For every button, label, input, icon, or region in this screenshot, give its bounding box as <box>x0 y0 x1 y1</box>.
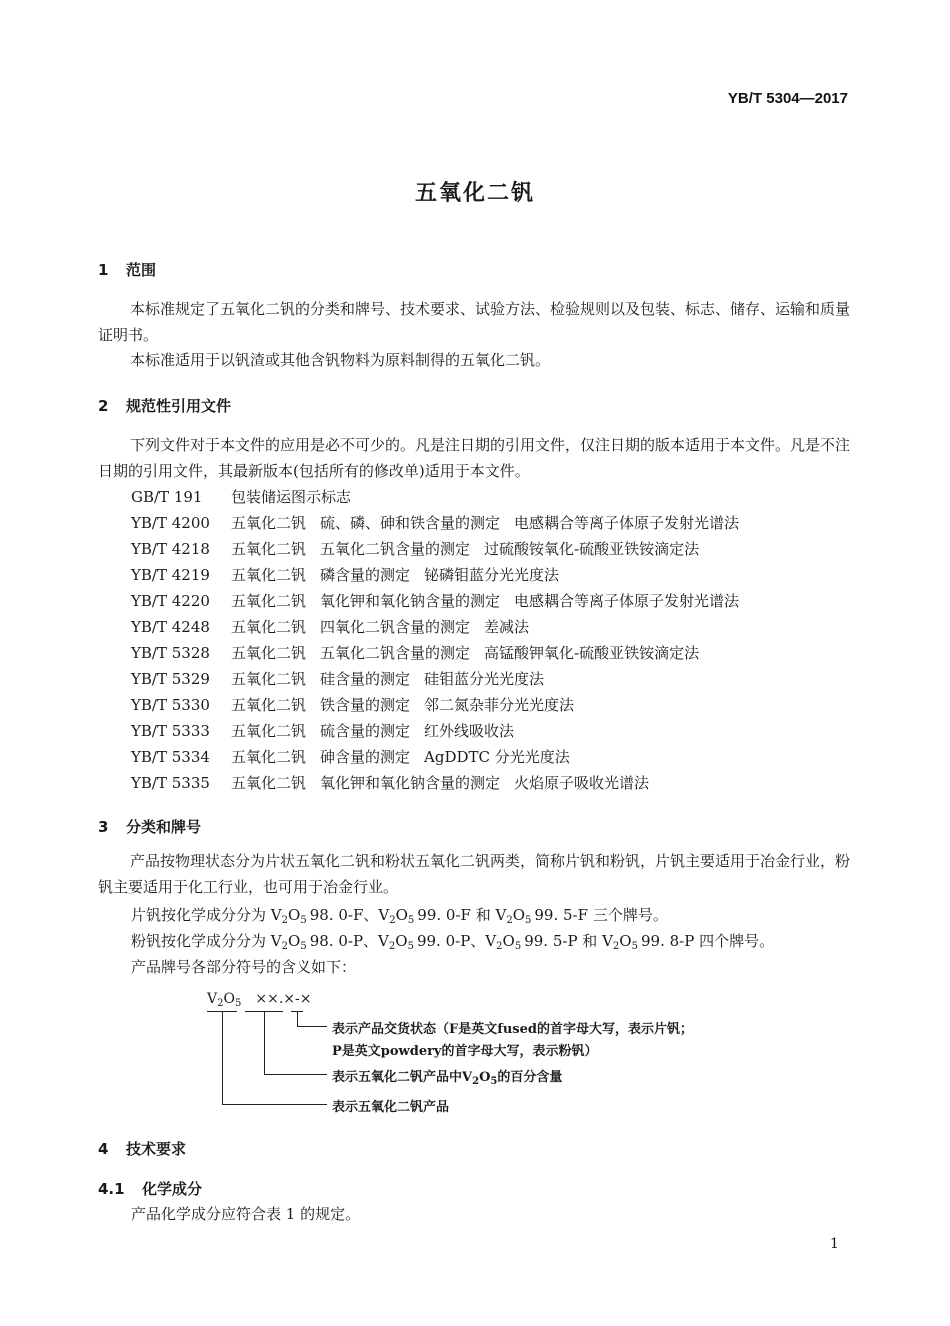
reference-row <box>131 640 739 666</box>
grade-designation: $V_2O_5$ 99. 5-P <box>485 932 578 952</box>
reference-code: GB/T 191 <box>131 488 203 506</box>
reference-part: 砷含量的测定 <box>320 748 411 766</box>
reference-part: 硅含量的测定 <box>320 670 411 688</box>
reference-row <box>131 666 739 692</box>
meaning-intro: 产品牌号各部分符号的含义如下： <box>131 958 357 976</box>
reference-title: 五氧化二钒 <box>231 592 307 610</box>
reference-code: YB/T 5334 <box>131 748 210 766</box>
section-number: 2 <box>98 397 109 415</box>
reference-method: 硅钼蓝分光光度法 <box>424 670 545 688</box>
grade-designation: $V_2O_5$ 98. 0-P <box>270 932 364 952</box>
reference-row <box>131 770 739 796</box>
flake-grade-line: 片钒按化学成分分为 $V_2O_5$ 98. 0-F、$V_2O_5$ 99. 0-F 和 $V_2O_5$ 99. 5-F 三个牌号。 <box>131 906 668 926</box>
leader-content-horizontal <box>264 1074 327 1075</box>
leader-state-horizontal <box>297 1026 327 1027</box>
section-3-heading <box>98 816 201 837</box>
reference-title: 五氧化二钒 <box>231 748 307 766</box>
text-span: 片钒按化学成分分为 <box>131 906 267 924</box>
page-number: 1 <box>830 1236 839 1252</box>
reference-title: 五氧化二钒 <box>231 644 307 662</box>
reference-code: YB/T 5330 <box>131 696 210 714</box>
section-number: 4 <box>98 1140 109 1158</box>
reference-row <box>131 484 739 510</box>
reference-method: 差减法 <box>484 618 530 636</box>
section-3-paragraph-1: 产品按物理状态分为片状五氧化二钒和粉状五氧化二钒两类，简称片钒和粉钒，片钒主要适用于冶金行业，粉钒主要适用于化工行业，也可用于冶金行业。 <box>98 852 851 896</box>
reference-method: 铋磷钼蓝分光光度法 <box>424 566 560 584</box>
reference-method: 过硫酸铵氧化-硫酸亚铁铵滴定法 <box>484 540 700 558</box>
reference-title: 五氧化二钒 <box>231 774 307 792</box>
reference-row <box>131 536 739 562</box>
standard-code: YB/T 5304—2017 <box>727 90 848 107</box>
section-2-heading <box>98 395 231 416</box>
reference-title: 五氧化二钒 <box>231 696 307 714</box>
text-span: 三个牌号。 <box>592 906 668 924</box>
subsection-4-1-text: 产品化学成分应符合表 1 的规定。 <box>131 1205 361 1223</box>
grade-designation: $V_2O_5$ 99. 0-F <box>378 906 471 926</box>
label-percentage-content: 表示五氧化二钒产品中$V_2O_5$的百分含量 <box>332 1070 563 1087</box>
reference-code: YB/T 4200 <box>131 514 210 532</box>
reference-part: 四氧化二钒含量的测定 <box>320 618 471 636</box>
section-title: 规范性引用文件 <box>126 397 232 415</box>
reference-title: 五氧化二钒 <box>231 722 307 740</box>
reference-part: 氧化钾和氧化钠含量的测定 <box>320 592 501 610</box>
grade-designation: $V_2O_5$ 99. 5-F <box>495 906 589 926</box>
reference-row <box>131 510 739 536</box>
reference-row <box>131 562 739 588</box>
reference-code: YB/T 5328 <box>131 644 210 662</box>
reference-method: 邻二氮杂菲分光光度法 <box>424 696 575 714</box>
grade-designation: $V_2O_5$ 98. 0-F <box>270 906 364 926</box>
reference-part: 五氧化二钒含量的测定 <box>320 540 471 558</box>
label-delivery-state-1: 表示产品交货状态（F是英文fused的首字母大写，表示片钒； <box>332 1022 693 1037</box>
grade-designation: $V_2O_5$ 99. 0-P <box>378 932 471 952</box>
reference-title: 包装储运图示标志 <box>231 488 352 506</box>
reference-part: 氧化钾和氧化钠含量的测定 <box>320 774 501 792</box>
section-title: 范围 <box>126 261 157 279</box>
leader-product-vertical <box>222 1011 223 1105</box>
section-title: 分类和牌号 <box>126 818 202 836</box>
section-number: 1 <box>98 261 109 279</box>
section-1-paragraph-1: 本标准规定了五氧化二钒的分类和牌号、技术要求、试验方法、检验规则以及包装、标志、储存、运输和质量证明书。 <box>98 300 851 344</box>
label-product: 表示五氧化二钒产品 <box>332 1100 450 1115</box>
document-title: 五氧化二钒 <box>414 181 535 206</box>
reference-title: 五氧化二钒 <box>231 670 307 688</box>
reference-code: YB/T 5329 <box>131 670 210 688</box>
reference-code: YB/T 5335 <box>131 774 210 792</box>
reference-code: YB/T 4248 <box>131 618 210 636</box>
section-4-heading <box>98 1138 186 1159</box>
reference-part: 硫、磷、砷和铁含量的测定 <box>320 514 501 532</box>
reference-row <box>131 692 739 718</box>
reference-title: 五氧化二钒 <box>231 540 307 558</box>
reference-method: 电感耦合等离子体原子发射光谱法 <box>514 592 740 610</box>
subsection-4-1-heading <box>98 1178 202 1199</box>
reference-title: 五氧化二钒 <box>231 514 307 532</box>
reference-part: 五氧化二钒含量的测定 <box>320 644 471 662</box>
reference-part: 磷含量的测定 <box>320 566 411 584</box>
reference-part: 铁含量的测定 <box>320 696 411 714</box>
subsection-number: 4.1 <box>98 1180 125 1198</box>
text-span: 粉钒按化学成分分为 <box>131 932 267 950</box>
section-1-paragraph-2: 本标准适用于以钒渣或其他含钒物料为原料制得的五氧化二钒。 <box>130 351 551 369</box>
subsection-title: 化学成分 <box>142 1180 203 1198</box>
grade-designation: $V_2O_5$ 99. 8-P <box>602 932 695 952</box>
text-span: 四个牌号。 <box>699 932 775 950</box>
leader-product-horizontal <box>222 1104 327 1105</box>
reference-code: YB/T 4218 <box>131 540 210 558</box>
leader-state-vertical <box>297 1011 298 1027</box>
reference-row <box>131 744 739 770</box>
reference-method: 电感耦合等离子体原子发射光谱法 <box>514 514 740 532</box>
reference-method: 高锰酸钾氧化-硫酸亚铁铵滴定法 <box>484 644 700 662</box>
section-number: 3 <box>98 818 109 836</box>
reference-method: 红外线吸收法 <box>424 722 515 740</box>
powder-grade-line: 粉钒按化学成分分为 $V_2O_5$ 98. 0-P、$V_2O_5$ 99. 0-P、$V_2O_5$ 99. 5-P 和 $V_2O_5$ 99. 8-P 四个牌号。 <box>131 932 775 952</box>
normative-reference-list <box>131 484 739 822</box>
reference-method: AgDDTC 分光光度法 <box>424 748 570 766</box>
diagram-designation-code: $V_2O_5$ ××.×-× <box>207 991 312 1009</box>
reference-code: YB/T 4219 <box>131 566 210 584</box>
leader-content-vertical <box>264 1011 265 1075</box>
reference-part: 硫含量的测定 <box>320 722 411 740</box>
reference-code: YB/T 5333 <box>131 722 210 740</box>
reference-title: 五氧化二钒 <box>231 566 307 584</box>
reference-code: YB/T 4220 <box>131 592 210 610</box>
section-2-paragraph-1: 下列文件对于本文件的应用是必不可少的。凡是注日期的引用文件，仅注日期的版本适用于本文件。凡是不注日期的引用文件，其最新版本(包括所有的修改单)适用于本文件。 <box>98 436 851 480</box>
reference-row <box>131 614 739 640</box>
section-title: 技术要求 <box>126 1140 187 1158</box>
section-1-heading <box>98 259 156 280</box>
reference-method: 火焰原子吸收光谱法 <box>514 774 650 792</box>
reference-row <box>131 718 739 744</box>
reference-row <box>131 588 739 614</box>
reference-title: 五氧化二钒 <box>231 618 307 636</box>
label-delivery-state-2: P是英文powdery的首字母大写，表示粉钒） <box>332 1044 598 1059</box>
reference-row <box>131 796 739 822</box>
